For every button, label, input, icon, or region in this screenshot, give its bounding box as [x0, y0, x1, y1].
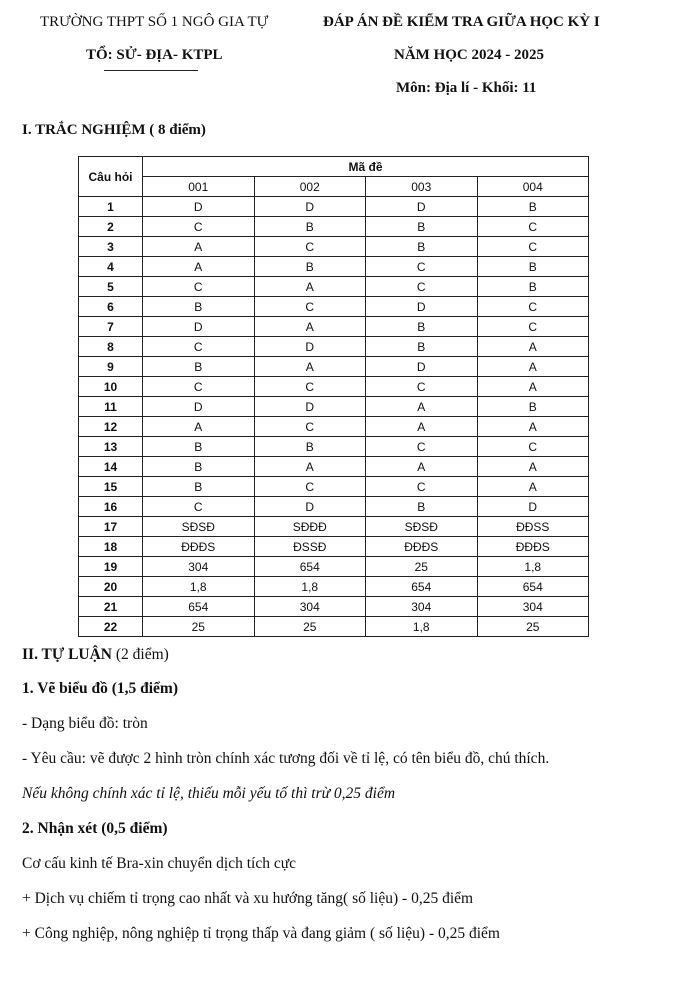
answer-cell: 304: [143, 557, 255, 577]
answer-cell: A: [254, 317, 366, 337]
part2-title-points: (2 điểm): [112, 646, 169, 663]
answer-cell: SĐĐĐ: [254, 517, 366, 537]
q1-deduction-note: Nếu không chính xác tỉ lệ, thiếu mỗi yếu tố thì trừ 0,25 điểm: [22, 785, 396, 802]
answer-cell: 1,8: [366, 617, 478, 637]
answer-cell: C: [254, 237, 366, 257]
answer-cell: SĐSĐ: [366, 517, 478, 537]
answer-cell: A: [254, 357, 366, 377]
question-number: 19: [79, 557, 143, 577]
answer-cell: B: [254, 257, 366, 277]
answer-cell: B: [143, 457, 255, 477]
part2-title-main: II. TỰ LUẬN: [22, 646, 113, 663]
answer-cell: A: [477, 457, 589, 477]
department-underline: [104, 70, 198, 71]
q1-requirement: - Yêu cầu: vẽ được 2 hình tròn chính xác tương đối về tỉ lệ, có tên biểu đồ, chú thích.: [22, 750, 550, 767]
question-number: 13: [79, 437, 143, 457]
table-row: [79, 437, 589, 457]
table-row: [79, 277, 589, 297]
q2-line-1: Cơ cấu kinh tế Bra-xin chuyển dịch tích cực: [22, 855, 296, 872]
table-row: [79, 377, 589, 397]
table-row: [79, 217, 589, 237]
answer-cell: A: [366, 417, 478, 437]
answer-cell: 654: [366, 577, 478, 597]
answer-cell: D: [366, 197, 478, 217]
answer-cell: D: [254, 397, 366, 417]
table-row: [79, 497, 589, 517]
exam-code: 002: [254, 177, 366, 197]
answer-cell: 654: [477, 577, 589, 597]
table-row: [79, 237, 589, 257]
question-number: 5: [79, 277, 143, 297]
answer-cell: C: [143, 497, 255, 517]
answer-cell: A: [477, 377, 589, 397]
answer-cell: 25: [366, 557, 478, 577]
answer-cell: A: [143, 417, 255, 437]
question-number: 12: [79, 417, 143, 437]
question-number: 17: [79, 517, 143, 537]
answer-cell: B: [477, 197, 589, 217]
question-number: 21: [79, 597, 143, 617]
table-row: [79, 537, 589, 557]
q1-chart-type: - Dạng biểu đồ: tròn: [22, 715, 148, 732]
table-header-row: [79, 157, 589, 177]
answer-cell: B: [366, 337, 478, 357]
answer-cell: C: [254, 417, 366, 437]
answer-cell: 1,8: [477, 557, 589, 577]
answer-cell: C: [254, 297, 366, 317]
answer-cell: ĐĐĐS: [477, 537, 589, 557]
answer-cell: D: [477, 497, 589, 517]
answer-cell: A: [366, 397, 478, 417]
question-number: 22: [79, 617, 143, 637]
answer-cell: C: [366, 277, 478, 297]
q2-title: 2. Nhận xét (0,5 điểm): [22, 820, 168, 837]
answer-cell: B: [366, 497, 478, 517]
part2-title: [22, 646, 169, 664]
answer-cell: C: [366, 477, 478, 497]
question-number: 7: [79, 317, 143, 337]
question-number: 16: [79, 497, 143, 517]
answer-cell: B: [254, 437, 366, 457]
answer-cell: A: [143, 257, 255, 277]
question-number: 18: [79, 537, 143, 557]
question-number: 3: [79, 237, 143, 257]
answer-cell: A: [254, 457, 366, 477]
table-row: [79, 477, 589, 497]
question-number: 10: [79, 377, 143, 397]
question-number: 6: [79, 297, 143, 317]
answer-cell: ĐĐĐS: [366, 537, 478, 557]
answer-cell: B: [366, 317, 478, 337]
answer-cell: B: [143, 437, 255, 457]
exam-code: 003: [366, 177, 478, 197]
answer-cell: A: [477, 417, 589, 437]
question-number: 11: [79, 397, 143, 417]
answer-cell: D: [366, 357, 478, 377]
answer-cell: B: [477, 397, 589, 417]
answer-cell: C: [477, 437, 589, 457]
answer-cell: D: [254, 497, 366, 517]
answer-table-body: [79, 197, 589, 637]
table-row: [79, 337, 589, 357]
answer-cell: C: [366, 377, 478, 397]
question-number: 2: [79, 217, 143, 237]
q1-title: 1. Vẽ biểu đồ (1,5 điểm): [22, 680, 179, 697]
question-number: 14: [79, 457, 143, 477]
answer-cell: 1,8: [143, 577, 255, 597]
exam-code-header: Mã đề: [143, 157, 589, 177]
answer-cell: B: [143, 297, 255, 317]
q2-line-2: + Dịch vụ chiếm tỉ trọng cao nhất và xu hướng tăng( số liệu) - 0,25 điểm: [22, 890, 474, 907]
answer-cell: A: [477, 337, 589, 357]
table-row: [79, 197, 589, 217]
table-row: [79, 517, 589, 537]
answer-cell: B: [143, 357, 255, 377]
answer-cell: C: [143, 337, 255, 357]
answer-cell: C: [477, 237, 589, 257]
question-header: Câu hỏi: [79, 157, 143, 197]
table-row: [79, 617, 589, 637]
answer-cell: A: [143, 237, 255, 257]
answer-cell: D: [254, 197, 366, 217]
table-row: [79, 257, 589, 277]
answer-cell: D: [254, 337, 366, 357]
answer-cell: SĐSĐ: [143, 517, 255, 537]
question-number: 15: [79, 477, 143, 497]
table-row: [79, 317, 589, 337]
answer-cell: 304: [366, 597, 478, 617]
answer-cell: B: [254, 217, 366, 237]
department-name: TỔ: SỬ- ĐỊA- KTPL: [86, 47, 223, 63]
school-year: NĂM HỌC 2024 - 2025: [394, 47, 544, 63]
answer-table: [78, 156, 589, 637]
answer-cell: B: [143, 477, 255, 497]
exam-codes-row: [79, 177, 589, 197]
answer-cell: C: [366, 437, 478, 457]
answer-cell: A: [366, 457, 478, 477]
answer-cell: B: [477, 277, 589, 297]
answer-cell: ĐĐSS: [477, 517, 589, 537]
table-row: [79, 577, 589, 597]
question-number: 1: [79, 197, 143, 217]
answer-cell: D: [143, 317, 255, 337]
answer-cell: D: [143, 397, 255, 417]
answer-cell: 654: [254, 557, 366, 577]
question-number: 9: [79, 357, 143, 377]
answer-cell: 25: [477, 617, 589, 637]
answer-cell: ĐĐĐS: [143, 537, 255, 557]
answer-cell: C: [254, 477, 366, 497]
exam-code: 001: [143, 177, 255, 197]
exam-title: ĐÁP ÁN ĐỀ KIỂM TRA GIỮA HỌC KỲ I: [323, 14, 600, 30]
answer-cell: ĐSSĐ: [254, 537, 366, 557]
table-row: [79, 297, 589, 317]
q2-line-3: + Công nghiệp, nông nghiệp tỉ trọng thấp và đang giảm ( số liệu) - 0,25 điểm: [22, 925, 500, 942]
answer-cell: C: [477, 317, 589, 337]
question-number: 8: [79, 337, 143, 357]
table-row: [79, 557, 589, 577]
answer-cell: D: [366, 297, 478, 317]
answer-cell: C: [143, 377, 255, 397]
school-name: TRƯỜNG THPT SỐ 1 NGÔ GIA TỰ: [40, 14, 269, 30]
answer-cell: A: [254, 277, 366, 297]
answer-cell: B: [366, 217, 478, 237]
answer-cell: A: [477, 357, 589, 377]
answer-cell: 654: [143, 597, 255, 617]
answer-cell: 25: [254, 617, 366, 637]
answer-cell: C: [477, 297, 589, 317]
exam-code: 004: [477, 177, 589, 197]
answer-cell: D: [143, 197, 255, 217]
answer-cell: C: [143, 217, 255, 237]
table-row: [79, 597, 589, 617]
answer-cell: A: [477, 477, 589, 497]
answer-cell: C: [366, 257, 478, 277]
answer-cell: C: [254, 377, 366, 397]
answer-cell: C: [143, 277, 255, 297]
table-row: [79, 357, 589, 377]
answer-cell: 304: [477, 597, 589, 617]
answer-cell: 1,8: [254, 577, 366, 597]
part1-title: I. TRẮC NGHIỆM ( 8 điểm): [22, 122, 206, 138]
answer-cell: B: [477, 257, 589, 277]
table-row: [79, 417, 589, 437]
answer-cell: B: [366, 237, 478, 257]
table-row: [79, 397, 589, 417]
question-number: 4: [79, 257, 143, 277]
subject-grade: Môn: Địa lí - Khối: 11: [396, 80, 537, 96]
answer-cell: 304: [254, 597, 366, 617]
answer-cell: 25: [143, 617, 255, 637]
table-row: [79, 457, 589, 477]
question-number: 20: [79, 577, 143, 597]
answer-cell: C: [477, 217, 589, 237]
